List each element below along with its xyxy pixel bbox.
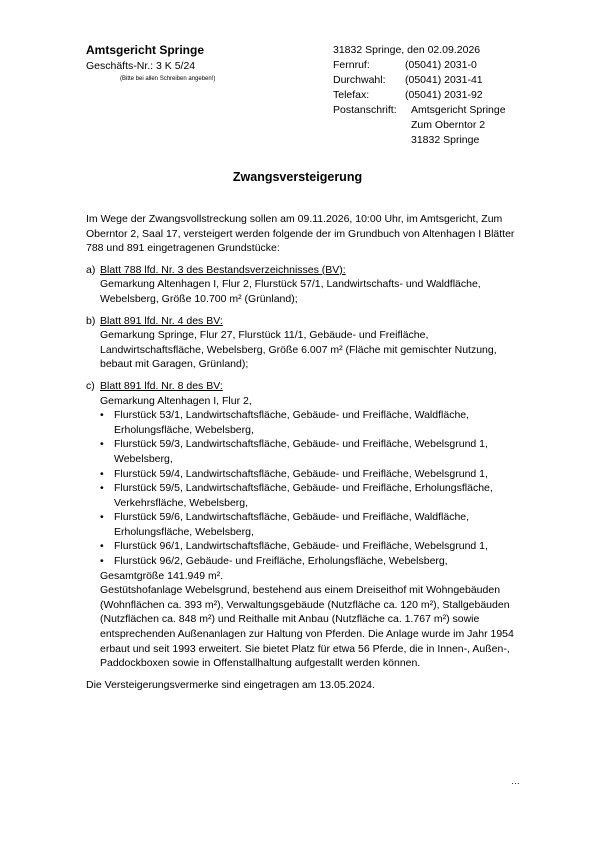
parcel-text: Flurstück 96/1, Landwirtschaftsfläche, Gebäude- und Freifläche, Webelsgrund 1, <box>114 540 488 553</box>
section-text: Gemarkung Altenhagen I, Flur 2, <box>100 394 252 407</box>
bullet-icon: • <box>100 438 104 451</box>
list-item <box>100 510 526 539</box>
bullet-icon: • <box>100 467 104 480</box>
postal-line-3-row <box>333 133 506 148</box>
list-item <box>100 437 526 466</box>
fax-value: (05041) 2031-92 <box>405 89 483 101</box>
list-item <box>100 539 526 554</box>
direct-dial-label: Durchwahl: <box>333 74 386 86</box>
parcel-text: Flurstück 59/3, Landwirtschaftsfläche, Gebäude- und Freifläche, Webelsgrund 1, Webelsberg, <box>114 438 488 465</box>
parcel-text: Flurstück 53/1, Landwirtschaftsfläche, Gebäude- und Freifläche, Waldfläche, Erholungsfläche, Webelsberg, <box>114 409 470 436</box>
file-number: Geschäfts-Nr.: 3 K 5/24 <box>86 60 196 72</box>
list-item <box>100 554 526 569</box>
document-body <box>86 212 526 692</box>
intro-paragraph: Im Wege der Zwangsvollstreckung sollen am 09.11.2026, 10:00 Uhr, im Amtsgericht, Zum Oberntor 2, Saal 17, versteigert werden folgende der im Grundbuch von Altenhagen I Blätter 788 und 891 eingetragenen Grundstücke: <box>86 213 515 255</box>
total-area: Gesamtgröße 141.949 m². <box>100 569 224 582</box>
fax-row <box>333 88 506 103</box>
list-item <box>100 481 526 510</box>
section-b <box>86 314 526 372</box>
postal-line-3: 31832 Springe <box>411 134 480 146</box>
phone-row <box>333 58 506 73</box>
postal-line-2-row <box>333 118 506 133</box>
list-item <box>100 408 526 437</box>
parcel-list <box>86 408 526 569</box>
bullet-icon: • <box>100 409 104 422</box>
section-a <box>86 263 526 307</box>
court-name: Amtsgericht Springe <box>86 43 205 57</box>
direct-dial-row <box>333 73 506 88</box>
bullet-icon: • <box>100 482 104 495</box>
continuation-marker: … <box>511 776 521 786</box>
section-text: Gemarkung Altenhagen I, Flur 2, Flurstück 57/1, Landwirtschafts- und Waldfläche, Webelsberg, Größe 10.700 m² (Grünland); <box>100 278 481 305</box>
direct-dial-value: (05041) 2031-41 <box>405 74 483 86</box>
list-item <box>100 467 526 482</box>
section-letter: b) <box>86 314 96 327</box>
section-text: Gemarkung Springe, Flur 27, Flurstück 11/1, Gebäude- und Freifläche, Landwirtschaftsfläche, Webelsberg, Größe 6.007 m² (Fläche mit gemischter Nutzung, bebaut mit Garagen, Grünland); <box>100 329 497 371</box>
postal-label: Postanschrift: <box>333 104 397 116</box>
parcel-text: Flurstück 59/4, Landwirtschaftsfläche, Gebäude- und Freifläche, Webelsgrund 1, <box>114 467 488 480</box>
section-heading: Blatt 891 lfd. Nr. 8 des BV: <box>100 379 223 392</box>
closing-paragraph: Die Versteigerungsvermerke sind eingetragen am 13.05.2024. <box>86 678 375 691</box>
parcel-text: Flurstück 59/5, Landwirtschaftsfläche, Gebäude- und Freifläche, Erholungsfläche, Verkehrsfläche, Webelsberg, <box>114 482 493 509</box>
section-heading: Blatt 788 lfd. Nr. 3 des Bestandsverzeichnisses (BV): <box>100 263 346 276</box>
section-letter: c) <box>86 379 95 392</box>
bullet-icon: • <box>100 555 104 568</box>
file-number-note: (Bitte bei allen Schreiben angeben!) <box>120 76 216 82</box>
bullet-icon: • <box>100 540 104 553</box>
section-heading: Blatt 891 lfd. Nr. 4 des BV: <box>100 314 223 327</box>
place-date-text: 31832 Springe, den 02.09.2026 <box>333 44 481 56</box>
postal-line-2: Zum Oberntor 2 <box>411 119 486 131</box>
place-date <box>333 43 506 58</box>
document-title: Zwangsversteigerung <box>232 170 363 184</box>
phone-label: Fernruf: <box>333 59 370 71</box>
letterhead-contact <box>333 43 506 148</box>
bullet-icon: • <box>100 511 104 524</box>
property-description: Gestütshofanlage Webelsgrund, bestehend aus einem Dreiseithof mit Wohngebäuden (Wohnflächen ca. 393 m²), Verwaltungsgebäude (Nutzfläche ca. 120 m²), Stallgebäuden (Nutzflächen ca. 848 m²) und Reithalle mit Anbau (Nutzfläche ca. 1.767 m²) sowie entsprechenden Außenanlagen zur Haltung von Pferden. Die Anlage wurde im Jahr 1954 erbaut und seit 1993 erweitert. Sie bietet Platz für etwa 56 Pferde, die in Innen-, Außen-, Paddockboxen sowie in Offenstallhaltung aufgestallt werden können. <box>100 584 514 670</box>
parcel-text: Flurstück 59/6, Landwirtschaftsfläche, Gebäude- und Freifläche, Waldfläche, Erholungsfläche, Webelsberg, <box>114 511 470 538</box>
section-c <box>86 379 526 671</box>
section-letter: a) <box>86 263 96 276</box>
parcel-text: Flurstück 96/2, Gebäude- und Freifläche, Erholungsfläche, Webelsberg, <box>114 555 448 568</box>
postal-line-1: Amtsgericht Springe <box>411 104 506 116</box>
phone-value: (05041) 2031-0 <box>405 59 477 71</box>
fax-label: Telefax: <box>333 89 370 101</box>
postal-address-row <box>333 103 506 118</box>
